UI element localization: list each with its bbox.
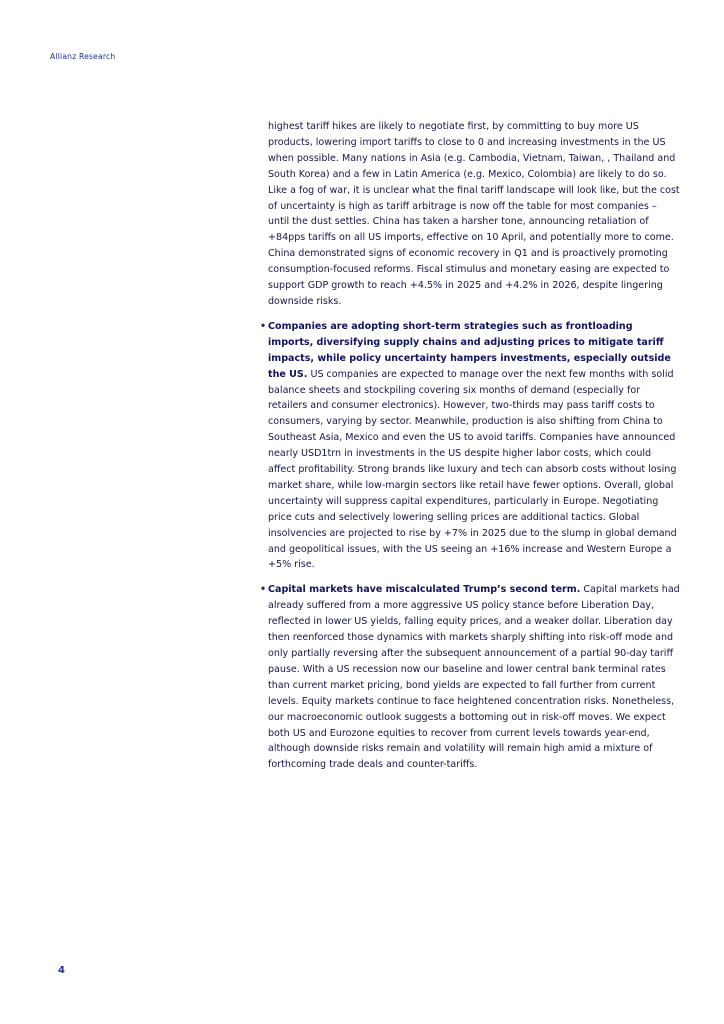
bullet-lead: Capital markets have miscalculated Trump’s second term.: [268, 584, 581, 596]
bullet-paragraph-capital-markets: [258, 582, 680, 773]
bullet-marker: •: [260, 584, 267, 596]
bullet-marker: •: [260, 320, 267, 332]
bullet-paragraph-companies: [258, 319, 680, 574]
main-content: [258, 119, 680, 782]
paragraph-text: US companies are expected to manage over the next few months with solid balance sheets and stockpiling covering six months of demand (especially for retailers and consumer electronics). However, two-thirds may pass tariff costs to consumers, varying by sector. Meanwhile, production is also shifting from China to Southeast Asia, Mexico and even the US to avoid tariffs. Companies have announced nearly USD1trn in investments in the US despite higher labor costs, which could affect profitability. Strong brands like luxury and tech can absorb costs without losing market share, while low-margin sectors like retail have fewer options. Overall, global uncertainty will suppress capital expenditures, particularly in Europe. Negotiating price cuts and selectively lowering selling prices are additional tactics. Global insolvencies are projected to rise by +7% in 2025 due to the slump in global demand and geopolitical issues, with the US seeing an +16% increase and Western Europe a +5% rise.: [268, 368, 677, 571]
page-number: 4: [58, 965, 65, 976]
bullet-lead: Companies are adopting short-term strategies such as frontloading imports, diversifying supply chains and adjusting prices to mitigate tariff impacts, while policy uncertainty hampers investments, especially outside the US.: [268, 320, 671, 380]
paragraph-text: highest tariff hikes are likely to negotiate first, by committing to buy more US products, lowering import tariffs to close to 0 and increasing investments in the US when possible. Many nations in Asia (e.g. Cambodia, Vietnam, Taiwan, , Thailand and South Korea) and a few in Latin America (e.g. Mexico, Colombia) are likely to do so. Like a fog of war, it is unclear what the final tariff landscape will look like, but the cost of uncertainty is high as tariff arbitrage is now off the table for most companies – until the dust settles. China has taken a harsher tone, announcing retaliation of +84pps tariffs on all US imports, effective on 10 April, and potentially more to come. China demonstrated signs of economic recovery in Q1 and is proactively promoting consumption-focused reforms. Fiscal stimulus and monetary easing are expected to support GDP growth to reach +4.5% in 2025 and +4.2% in 2026, despite lingering downside risks.: [268, 121, 680, 307]
paragraph-text: Capital markets had already suffered from a more aggressive US policy stance before Liberation Day, reflected in lower US yields, falling equity prices, and a weaker dollar. Liberation day then reenforced those dynamics with markets sharply shifting into risk-off mode and only partially reversing after the subsequent announcement of a partial 90-day tariff pause. With a US recession now our baseline and lower central bank terminal rates than current market pricing, bond yields are expected to fall further from current levels. Equity markets continue to face heightened concentration risks. Nonetheless, our macroeconomic outlook suggests a bottoming out in risk-off moves. We expect both US and Eurozone equities to recover from current levels towards year-end, although downside risks remain and volatility will remain high amid a mixture of forthcoming trade deals and counter-tariffs.: [268, 584, 680, 771]
paragraph-continuation: [258, 119, 680, 310]
brand-header: Allianz Research: [50, 52, 116, 61]
